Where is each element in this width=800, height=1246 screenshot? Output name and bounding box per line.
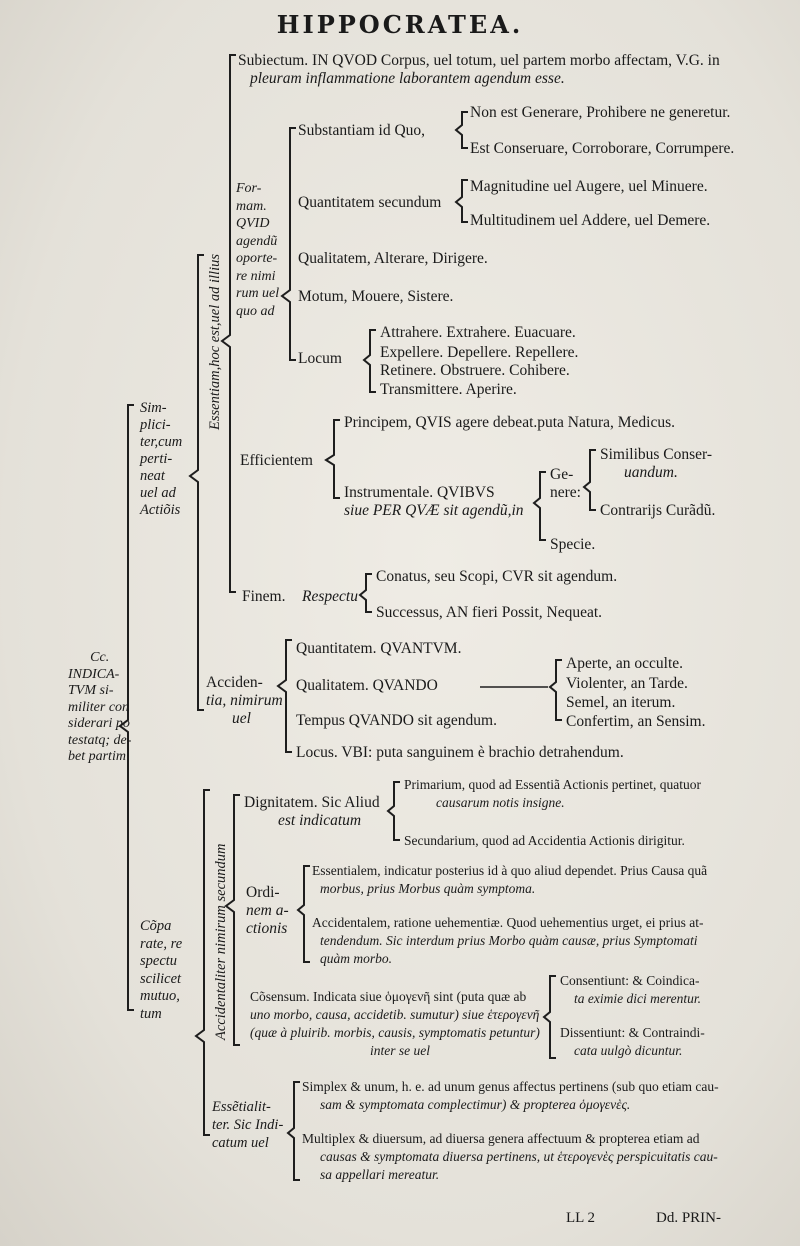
essentialiter-label <box>212 1098 283 1152</box>
essentiam-label: Essentiam,hoc est,uel ad illius <box>207 254 223 430</box>
locum-label: Locum <box>298 350 342 367</box>
substantiam-label: Substantiam id Quo, <box>298 122 426 139</box>
efficientem-instrumentale-2: siue PER QVÆ sit agendũ,in <box>344 502 524 519</box>
comparate-line: scilicet <box>140 970 182 987</box>
formam-line: agendũ <box>236 233 278 249</box>
accidentia-tempus: Tempus QVANDO sit agendum. <box>296 712 497 729</box>
page-title: HIPPOCRATEA. <box>276 10 524 39</box>
accidentalem <box>312 914 704 968</box>
efficientem-instrumentale: Instrumentale. QVIBVS <box>344 484 495 501</box>
brace-substantiam <box>456 112 468 148</box>
genere-line: Ge- <box>550 466 574 483</box>
finem-respectu: Respectu <box>302 588 358 605</box>
comparate-line: rate, re <box>140 935 183 952</box>
essentialem-line: morbus, prius Morbus quàm symptoma. <box>320 881 536 896</box>
ordinem-label <box>246 884 289 938</box>
qualitas-item: Aperte, an occulte. <box>566 655 684 672</box>
consensum-line: Cõsensum. Indicata siue ὁμογενῆ sint (puta quæ ab <box>250 989 527 1004</box>
comparate-label <box>140 918 182 1023</box>
brace-ordinem <box>298 866 310 962</box>
brace-comparate <box>196 790 210 1135</box>
formam-line: QVID <box>236 216 270 231</box>
simpliciter-line: Sim- <box>140 400 167 416</box>
multiplex-line: Multiplex & diuersum, ad diuersa genera affectuum & propterea etiam ad <box>302 1131 700 1146</box>
essentialem <box>312 862 707 898</box>
genere-label <box>550 466 581 502</box>
quantitatem-item: Multitudinem uel Addere, uel Demere. <box>470 212 711 229</box>
brace-genere <box>534 472 546 540</box>
efficientem-principem: Principem, QVIS agere debeat.puta Natura, Medicus. <box>344 414 675 431</box>
dissentiunt <box>560 1024 705 1060</box>
ordinem-line: nem a- <box>246 902 289 919</box>
formam-label <box>236 180 279 320</box>
dissentiunt-line: cata uulgò dicuntur. <box>574 1043 683 1058</box>
qualitas-item: Violenter, an Tarde. <box>566 675 688 692</box>
contrariis: Contrarijs Curãdũ. <box>600 502 716 519</box>
root-line: Cc. <box>90 650 110 665</box>
accidentaliter-label: Accidentaliter nimirum secundum <box>213 843 229 1040</box>
dissentiunt-line: Dissentiunt: & Contraindi- <box>560 1025 705 1040</box>
accidentia-line: uel <box>232 710 251 727</box>
accidentia-label <box>206 674 283 728</box>
primarium-line: Primarium, quod ad Essentiã Actionis pertinet, quatuor <box>404 777 701 792</box>
motum: Motum, Mouere, Sistere. <box>298 288 454 305</box>
specie: Specie. <box>550 536 596 553</box>
dignitatem-label <box>244 794 380 830</box>
substantiam-item: Non est Generare, Prohibere ne generetur. <box>470 104 731 121</box>
finem-item: Conatus, seu Scopi, CVR sit agendum. <box>376 568 618 585</box>
root-line: INDICA- <box>68 666 120 682</box>
genere-line: nere: <box>550 484 581 501</box>
qualitas-item: Semel, an iterum. <box>566 694 676 711</box>
multiplex <box>302 1130 718 1184</box>
secundarium: Secundarium, quod ad Accidentia Actionis dirigitur. <box>404 833 685 848</box>
consentiunt-line: ta eximie dici merentur. <box>574 991 701 1006</box>
root-line: TVM si- <box>68 683 114 698</box>
consentiunt <box>560 972 701 1008</box>
formam-line: rum uel <box>236 286 280 301</box>
brace-quantitatem <box>456 180 468 222</box>
simpliciter-line: uel ad <box>140 485 176 501</box>
simpliciter-line: ter,cum <box>140 434 183 450</box>
brace-locum <box>364 330 376 392</box>
qualitatem-formam: Qualitatem, Alterare, Dirigere. <box>298 250 488 267</box>
simplex-line: sam & symptomata complectimur) & propterea ὁμογενὲς. <box>320 1097 631 1112</box>
accidentalem-line: tendendum. Sic interdum prius Morbo quàm causæ, prius Symptomati <box>320 933 698 948</box>
formam-line: re nimi <box>236 268 276 284</box>
primarium-line: causarum notis insigne. <box>436 795 565 810</box>
brace-consensum <box>544 976 556 1058</box>
substantiam-item: Est Conseruare, Corroborare, Corrumpere. <box>470 140 735 157</box>
accidentia-locus: Locus. VBI: puta sanguinem è brachio detrahendum. <box>296 744 624 761</box>
locum-item: Retinere. Obstruere. Cohibere. <box>380 362 570 379</box>
consensum-line: (quæ à pluirib. morbis, causis, symptomatis petuntur) <box>250 1025 540 1040</box>
essentialem-line: Essentialem, indicatur posterius id à quo aliud dependet. Prius Causa quã <box>312 863 708 878</box>
brace-species <box>584 450 596 510</box>
consentiunt-line: Consentiunt: & Coindica- <box>560 973 700 988</box>
ordinem-line: Ordi- <box>246 884 280 901</box>
brace-dignitatem <box>388 782 400 840</box>
simplex-line: Simplex & unum, h. e. ad unum genus affectus pertinens (sub quo etiam cau- <box>302 1079 719 1094</box>
finem-label: Finem. <box>242 588 286 605</box>
signature-mark: LL 2 <box>566 1210 596 1226</box>
comparate-line: tum <box>140 1005 162 1022</box>
simpliciter-line: plici- <box>140 417 171 433</box>
quantitatem-item: Magnitudine uel Augere, uel Minuere. <box>470 178 708 195</box>
accidentalem-line: quàm morbo. <box>320 951 393 966</box>
consensum <box>250 988 540 1060</box>
root-line: siderari po <box>68 716 130 731</box>
formam-line: mam. <box>236 198 267 214</box>
similibus-line: uandum. <box>624 464 678 481</box>
similibus-line: Similibus Conser- <box>600 446 713 463</box>
comparate-line: mutuo, <box>140 988 180 1004</box>
efficientem-label: Efficientem <box>240 452 313 469</box>
multiplex-line: causas & symptomata diuersa pertinens, ut ἑτερογενὲς perspicuitatis cau- <box>320 1149 718 1164</box>
brace-simpliciter <box>190 255 204 710</box>
brace-formam <box>282 128 296 360</box>
simpliciter-line: perti- <box>140 451 173 467</box>
brace-qualitas <box>550 660 562 720</box>
dignitatem-line: est indicatum <box>278 812 362 829</box>
accidentia-quantitatem: Quantitatem. QVANTVM. <box>296 640 462 657</box>
root-line: testatq; de- <box>68 732 132 748</box>
formam-line: For- <box>236 181 262 196</box>
root-line: bet partim <box>68 749 126 764</box>
accidentia-line: Acciden- <box>206 674 263 691</box>
locum-item: Attrahere. Extrahere. Euacuare. <box>380 324 576 341</box>
simpliciter-label <box>140 400 182 519</box>
subiectum-line-2: pleuram inflammatione laborantem agendum esse. <box>250 70 565 87</box>
simplex <box>302 1078 719 1114</box>
accidentia-line: tia, nimirum <box>206 692 283 709</box>
formam-line: quo ad <box>236 303 275 319</box>
comparate-line: Cõpa <box>140 918 172 934</box>
simpliciter-line: neat <box>140 468 165 484</box>
locum-item: Transmittere. Aperire. <box>380 381 517 398</box>
root-label <box>68 650 131 766</box>
ordinem-line: ctionis <box>246 920 288 937</box>
formam-line: oporte- <box>236 251 278 266</box>
essentialiter-line: Essẽtialit- <box>212 1099 271 1115</box>
subiectum-line-1: Subiectum. IN QVOD Corpus, uel totum, uel partem morbo affectam, V.G. in <box>238 52 720 69</box>
brace-essentialiter <box>288 1082 300 1180</box>
quantitatem-label: Quantitatem secundum <box>298 194 442 211</box>
essentialiter-line: ter. Sic Indi- <box>212 1117 284 1133</box>
comparate-line: spectu <box>140 953 178 969</box>
primarium <box>404 776 701 812</box>
locum-item: Expellere. Depellere. Repellere. <box>380 344 579 361</box>
dignitatem-line: Dignitatem. Sic Aliud <box>244 794 380 811</box>
accidentia-qualitatem: Qualitatem. QVANDO <box>296 677 438 694</box>
catchword: Dd. PRIN- <box>656 1210 722 1226</box>
similibus <box>600 446 712 482</box>
accidentalem-line: Accidentalem, ratione uehementiæ. Quod uehementius urget, ei prius at- <box>312 915 704 930</box>
brace-essentiam <box>222 55 236 592</box>
multiplex-line: sa appellari mereatur. <box>320 1167 440 1182</box>
simpliciter-line: Actiõis <box>140 502 181 518</box>
brace-efficientem <box>326 420 340 498</box>
qualitas-item: Confertim, an Sensim. <box>566 713 706 730</box>
consensum-line: uno morbo, causa, accidetib. sumutur) siue ἑτερογενῆ <box>250 1007 540 1022</box>
consensum-line: inter se uel <box>370 1043 430 1058</box>
brace-finem <box>360 574 372 612</box>
root-line: militer con <box>68 699 130 715</box>
finem-item: Successus, AN fieri Possit, Nequeat. <box>376 604 603 621</box>
essentialiter-line: catum uel <box>212 1135 269 1151</box>
